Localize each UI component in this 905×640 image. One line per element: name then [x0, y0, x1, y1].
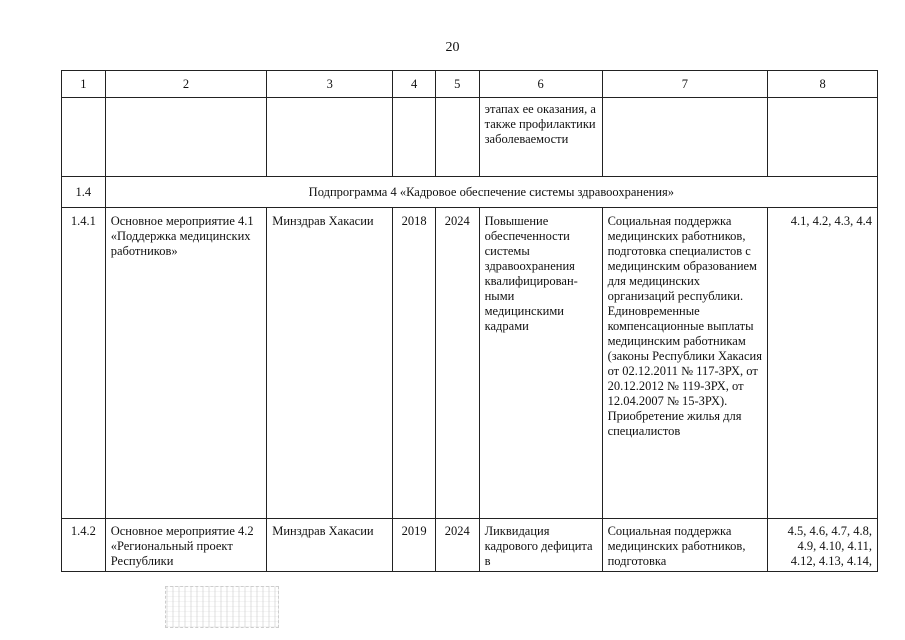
column-header: 4	[393, 71, 436, 98]
start-year-cell: 2019	[393, 519, 436, 572]
result-cell: Ликвидация кадрового дефицита в	[479, 519, 602, 572]
empty-cell	[62, 98, 106, 177]
faded-stamp-mark	[165, 586, 279, 628]
column-header: 1	[62, 71, 106, 98]
description-cell: Социальная поддержка медицинских работников, подготовка	[602, 519, 768, 572]
indicators-cell: 4.5, 4.6, 4.7, 4.8, 4.9, 4.10, 4.11, 4.12, 4.13, 4.14,	[768, 519, 878, 572]
table-row	[62, 519, 878, 572]
empty-cell	[602, 98, 768, 177]
empty-cell	[435, 98, 479, 177]
table-row	[62, 208, 878, 519]
empty-cell	[105, 98, 267, 177]
empty-cell	[267, 98, 393, 177]
table-header-row	[62, 71, 878, 98]
subprogram-row	[62, 177, 878, 208]
activity-cell: Основное мероприятие 4.1 «Поддержка медицинских работников»	[105, 208, 267, 519]
indicators-cell: 4.1, 4.2, 4.3, 4.4	[768, 208, 878, 519]
start-year-cell: 2018	[393, 208, 436, 519]
subprogram-code: 1.4	[62, 177, 106, 208]
program-activities-table	[61, 70, 878, 572]
activity-cell: Основное мероприятие 4.2 «Региональный проект Республики	[105, 519, 267, 572]
column-header: 3	[267, 71, 393, 98]
executor-cell: Минздрав Хакасии	[267, 208, 393, 519]
result-cell: Повышение обеспеченности системы здравоохранения квалифицирован-ными медицинскими кадрами	[479, 208, 602, 519]
result-cell: этапах ее оказания, а также профилактики заболеваемости	[479, 98, 602, 177]
end-year-cell: 2024	[435, 519, 479, 572]
page-number: 20	[445, 40, 460, 55]
column-header: 5	[435, 71, 479, 98]
executor-cell: Минздрав Хакасии	[267, 519, 393, 572]
end-year-cell: 2024	[435, 208, 479, 519]
empty-cell	[393, 98, 436, 177]
column-header: 6	[479, 71, 602, 98]
row-code: 1.4.2	[62, 519, 106, 572]
subprogram-title: Подпрограмма 4 «Кадровое обеспечение системы здравоохранения»	[105, 177, 877, 208]
column-header: 8	[768, 71, 878, 98]
column-header: 2	[105, 71, 267, 98]
row-code: 1.4.1	[62, 208, 106, 519]
description-cell: Социальная поддержка медицинских работников, подготовка специалистов с медицинским образованием для медицинских организаций республики. Единовременные компенсационные выплаты медицинским работникам (законы Республики Хакасия от 02.12.2011 № 117-ЗРХ, от 20.12.2012 № 119-ЗРХ, от 12.04.2007 № 15-ЗРХ). Приобретение жилья для специалистов	[602, 208, 768, 519]
table-row	[62, 98, 878, 177]
empty-cell	[768, 98, 878, 177]
column-header: 7	[602, 71, 768, 98]
